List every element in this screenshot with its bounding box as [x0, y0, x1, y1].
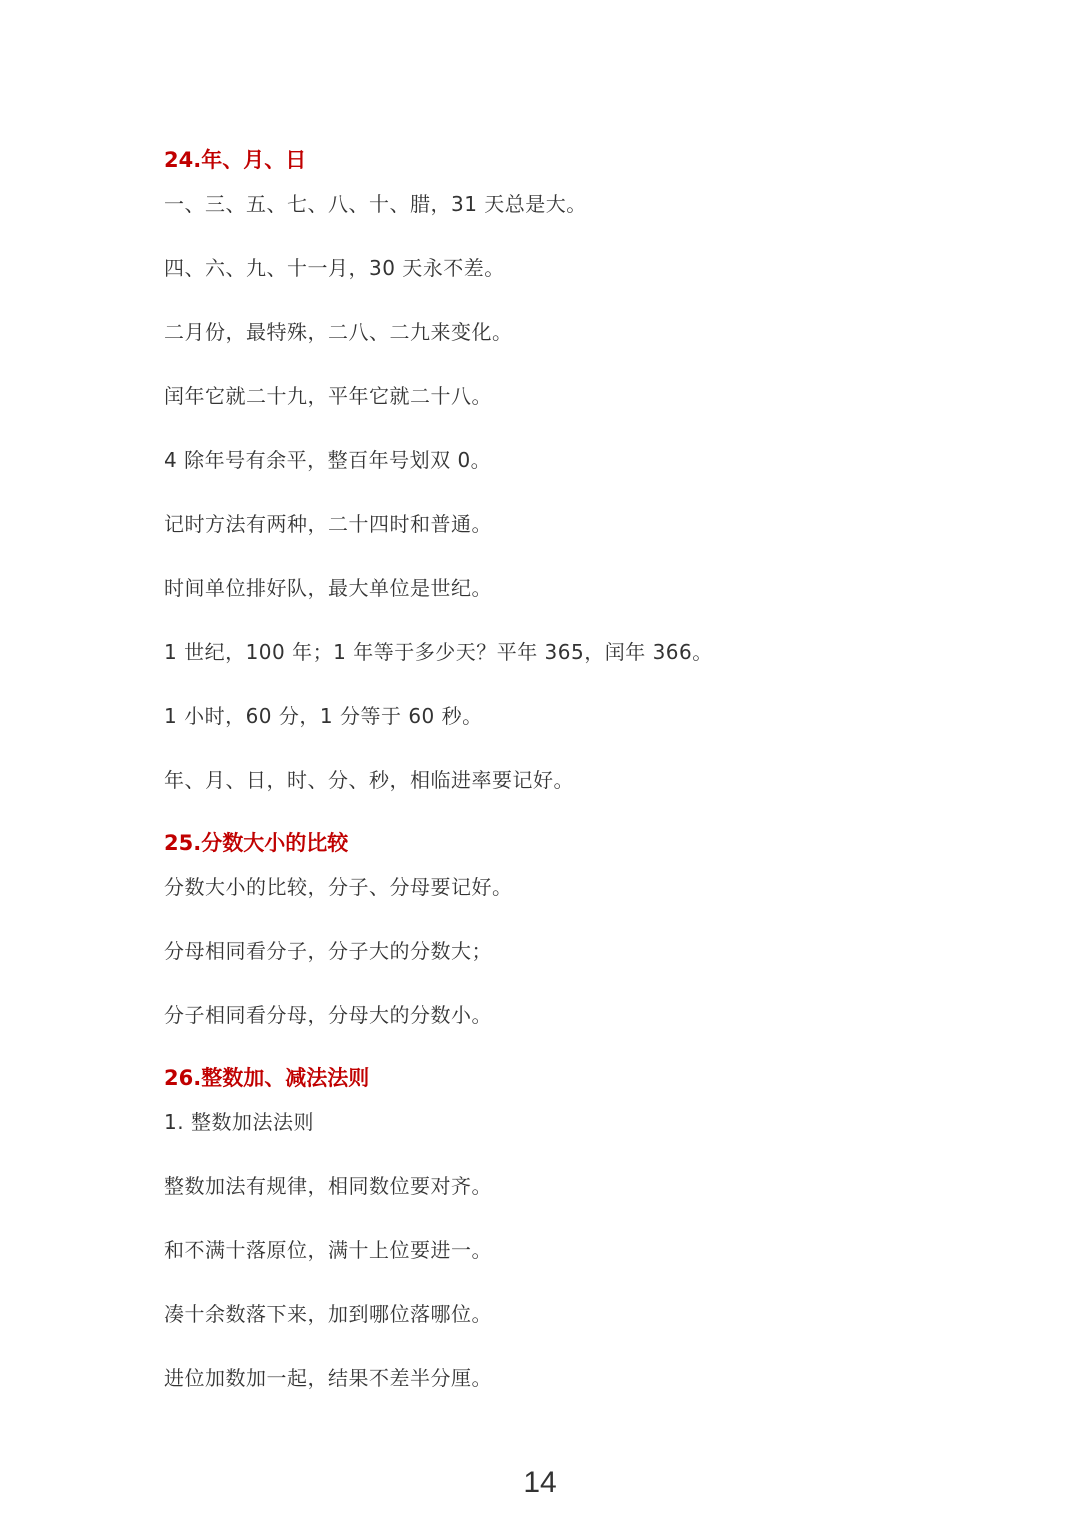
- section-heading-24: 24.年、月、日: [164, 148, 307, 172]
- text-line: 记时方法有两种，二十四时和普通。: [164, 512, 492, 536]
- section-heading-25: 25.分数大小的比较: [164, 831, 349, 855]
- text-line: 年、月、日，时、分、秒，相临进率要记好。: [164, 768, 574, 792]
- text-line: 4 除年号有余平，整百年号划双 0。: [164, 448, 492, 472]
- text-line: 二月份，最特殊，二八、二九来变化。: [164, 320, 513, 344]
- section-heading-26: 26.整数加、减法法则: [164, 1066, 370, 1090]
- page-number: 14: [523, 1466, 557, 1499]
- text-line: 和不满十落原位，满十上位要进一。: [164, 1238, 492, 1262]
- text-line: 分数大小的比较，分子、分母要记好。: [164, 875, 513, 899]
- text-line: 时间单位排好队，最大单位是世纪。: [164, 576, 492, 600]
- text-line: 整数加法有规律，相同数位要对齐。: [164, 1174, 492, 1198]
- text-line: 凑十余数落下来，加到哪位落哪位。: [164, 1302, 492, 1326]
- text-line: 1 世纪，100 年；1 年等于多少天？平年 365，闰年 366。: [164, 640, 713, 664]
- text-line: 1 小时，60 分，1 分等于 60 秒。: [164, 704, 483, 728]
- text-line: 1. 整数加法法则: [164, 1110, 314, 1134]
- text-line: 分子相同看分母，分母大的分数小。: [164, 1003, 492, 1027]
- text-line: 闰年它就二十九，平年它就二十八。: [164, 384, 492, 408]
- text-line: 一、三、五、七、八、十、腊，31 天总是大。: [164, 192, 587, 216]
- text-line: 四、六、九、十一月，30 天永不差。: [164, 256, 505, 280]
- text-line: 进位加数加一起，结果不差半分厘。: [164, 1366, 492, 1390]
- text-line: 分母相同看分子，分子大的分数大；: [164, 939, 492, 963]
